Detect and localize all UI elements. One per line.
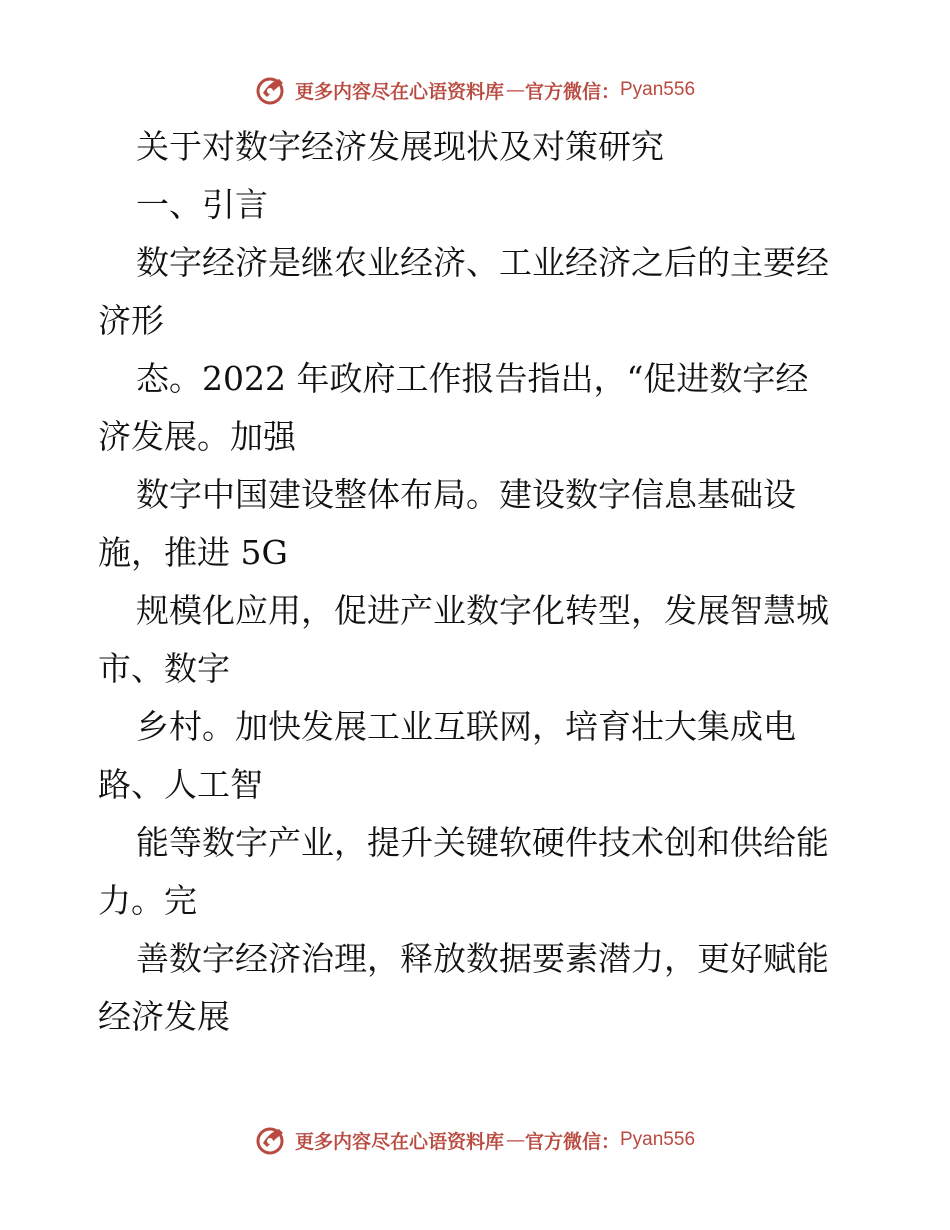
text-line: 济发展。加强: [98, 417, 296, 456]
footer-banner-separator: —: [505, 1129, 525, 1151]
pen-logo-icon: [255, 1123, 289, 1157]
header-banner-separator: —: [505, 79, 525, 101]
text-line: 乡村。加快发展工业互联网，培育壮大集成电: [136, 707, 796, 746]
text-line: 路、人工智: [98, 765, 263, 804]
text-line: 市、数字: [98, 649, 230, 688]
header-watermark-banner: [0, 70, 950, 110]
header-banner-contact-label: 官方微信：: [524, 80, 620, 103]
pen-logo-icon: [255, 73, 289, 107]
text-line: 力。完: [98, 881, 197, 920]
text-line: 经济发展: [98, 997, 230, 1036]
footer-banner-text: 更多内容尽在心语资料库: [294, 1130, 504, 1153]
document-title: 关于对数字经济发展现状及对策研究: [136, 127, 664, 166]
text-line: 济形: [98, 301, 164, 340]
text-line: 施，推进 5G: [98, 533, 288, 572]
text-line: 态。2022 年政府工作报告指出，“促进数字经: [136, 359, 809, 398]
footer-banner-contact-value: Pyan556: [620, 1129, 696, 1150]
text-line: 能等数字产业，提升关键软硬件技术创和供给能: [136, 823, 829, 862]
text-line: 规模化应用，促进产业数字化转型，发展智慧城: [136, 591, 829, 630]
text-line: 数字经济是继农业经济、工业经济之后的主要经: [136, 243, 829, 282]
header-banner-text: 更多内容尽在心语资料库: [294, 80, 504, 103]
header-banner-contact-value: Pyan556: [620, 79, 696, 100]
footer-banner-contact-label: 官方微信：: [524, 1130, 620, 1153]
text-line: 善数字经济治理，释放数据要素潜力，更好赋能: [136, 939, 829, 978]
footer-watermark-banner: [0, 1120, 950, 1160]
text-line: 数字中国建设整体布局。建设数字信息基础设: [136, 475, 796, 514]
document-body: [98, 118, 858, 1046]
paragraph: [98, 234, 858, 1046]
section-heading: 一、引言: [136, 185, 268, 224]
